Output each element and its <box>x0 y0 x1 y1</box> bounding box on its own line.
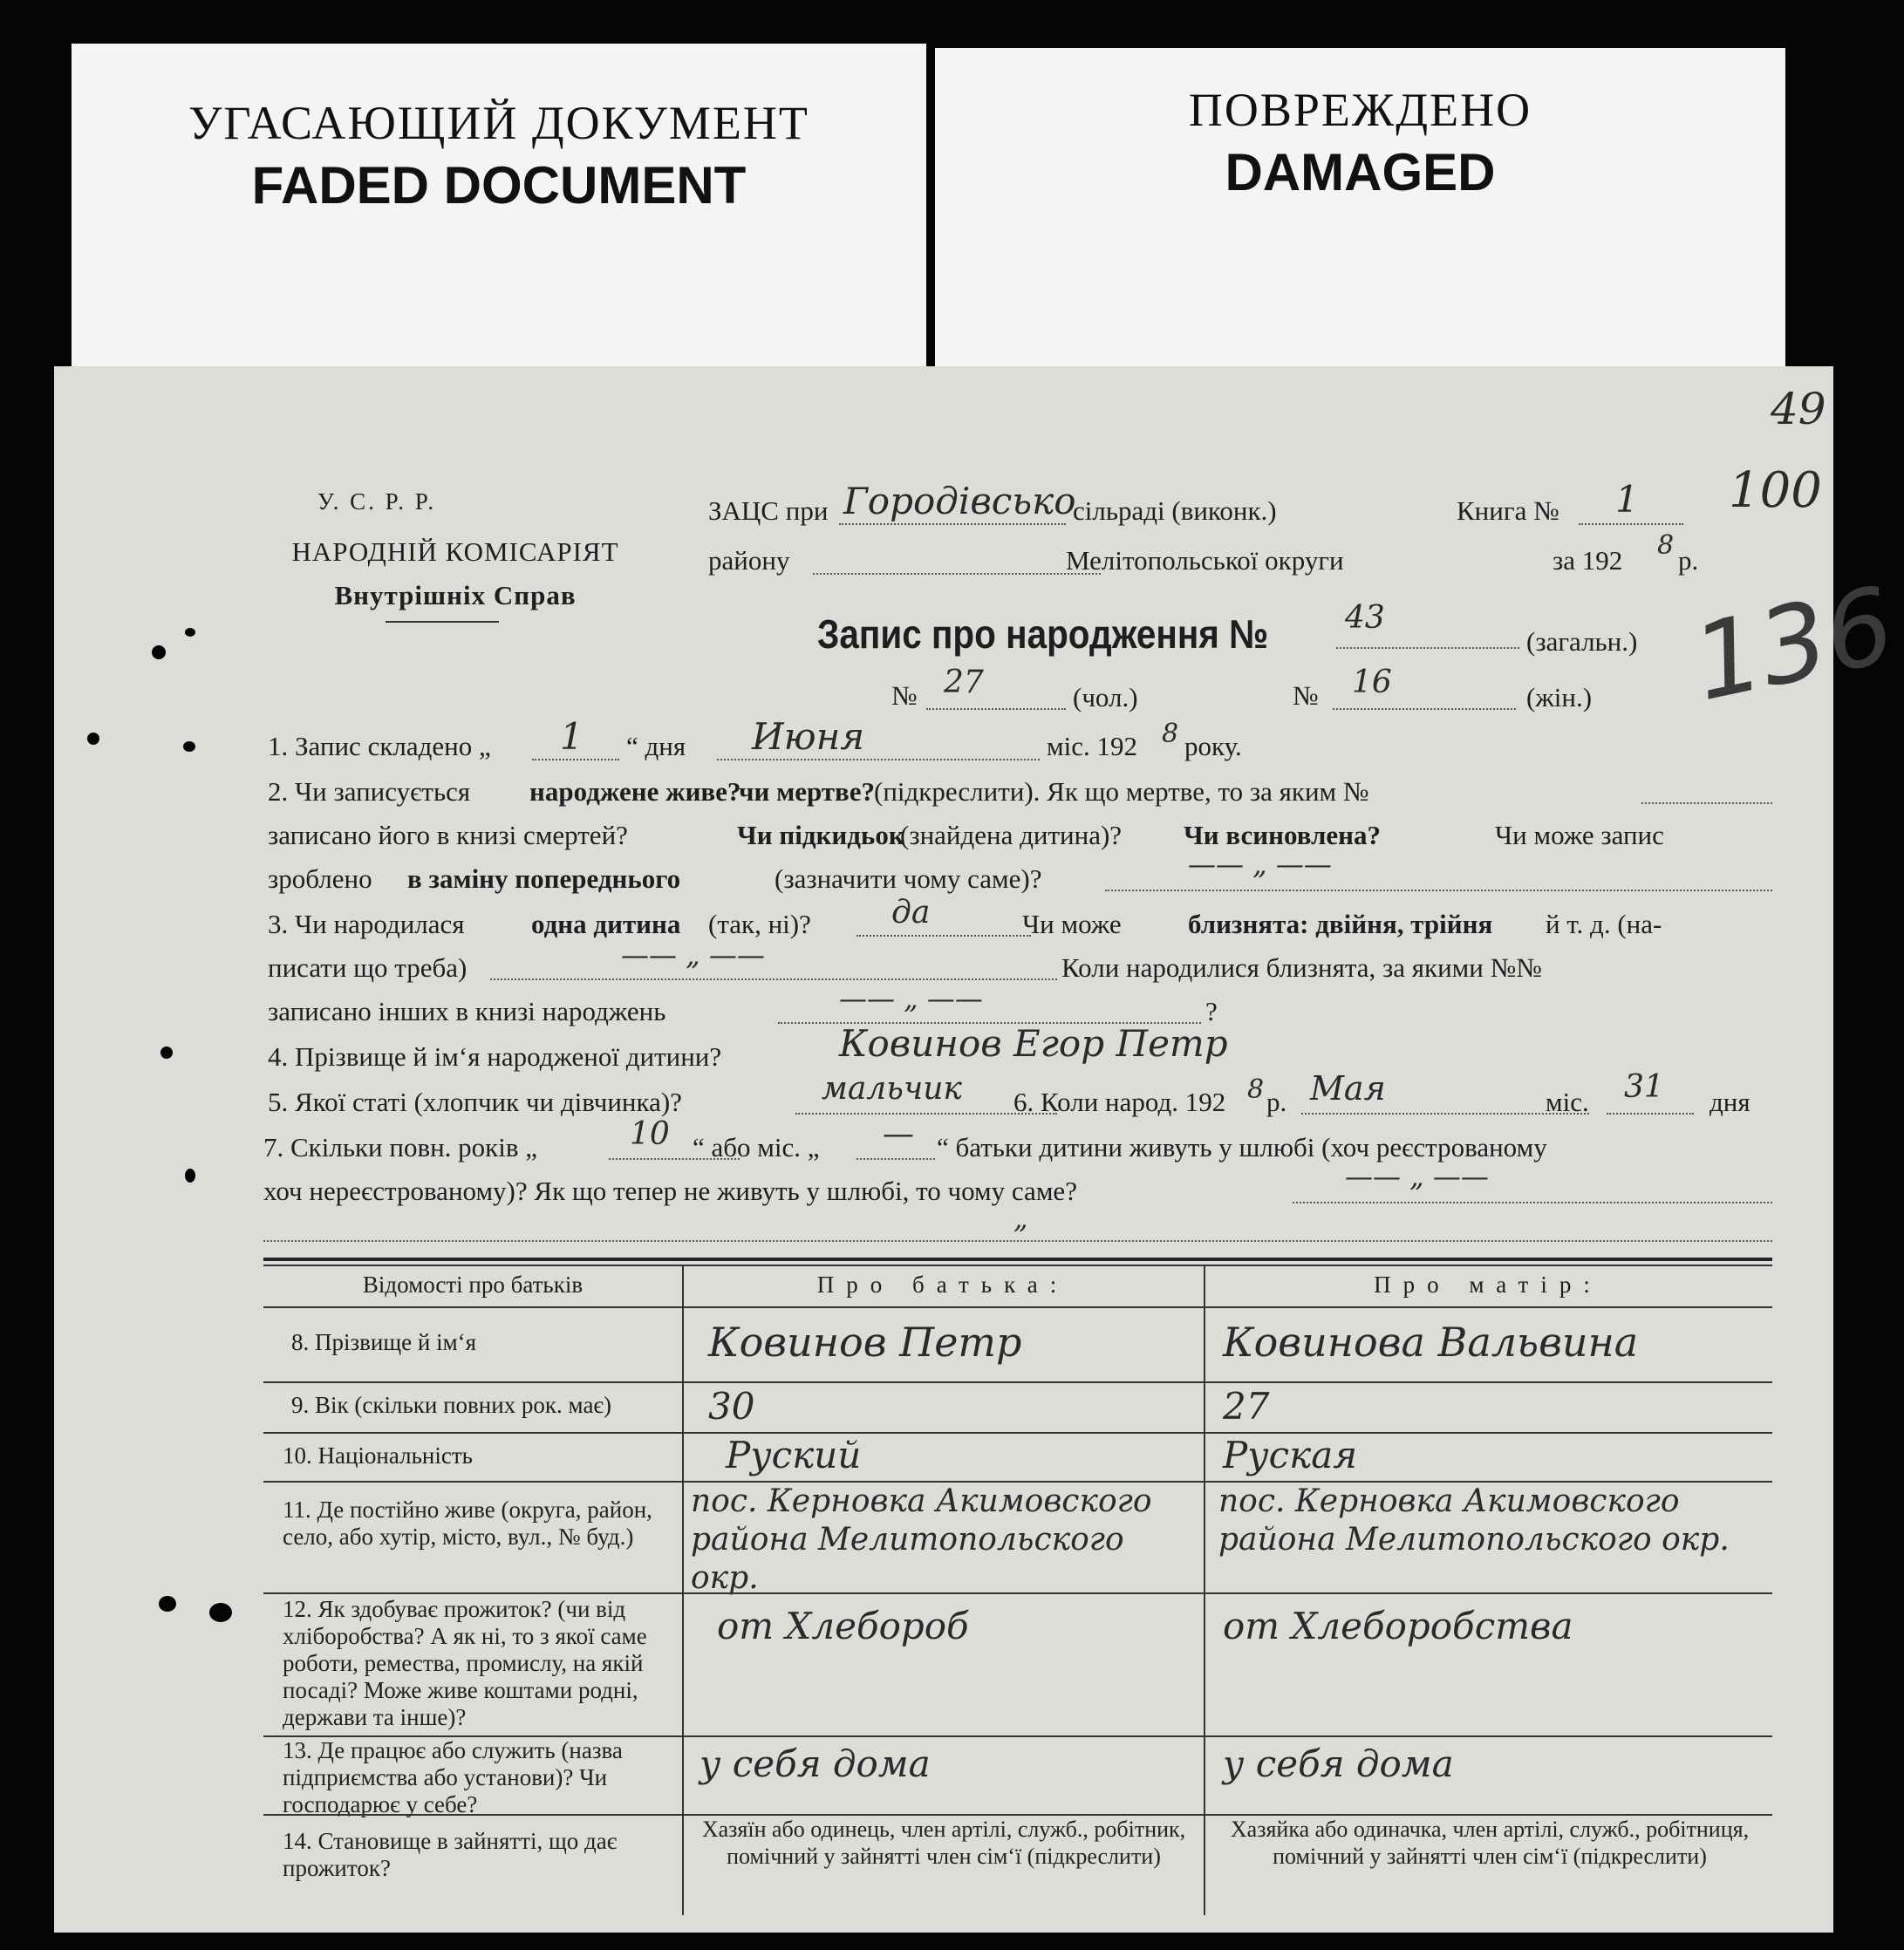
q6-text: 6. Коли народ. 192 <box>1013 1087 1226 1117</box>
damage-hole <box>152 645 166 659</box>
row8-mother: Ковинова Вальвина <box>1223 1319 1639 1366</box>
q2-l2d: Чи всиновлена? <box>1184 820 1382 850</box>
q2-l1-line <box>1641 802 1772 804</box>
q2-l3-line <box>1105 890 1772 891</box>
row13-father: у себя дома <box>699 1742 931 1785</box>
q2-l1a: 2. Чи записується <box>268 776 471 807</box>
q3-l1-handwritten: да <box>891 895 931 931</box>
total-number-handwritten: 43 <box>1345 600 1385 636</box>
q2-l3a: зроблено <box>268 863 372 894</box>
damage-hole <box>185 1169 195 1183</box>
table-top-border <box>263 1258 1772 1261</box>
zags-fill-line <box>839 523 1066 525</box>
district-label: району <box>708 545 790 576</box>
year-suffix: р. <box>1678 545 1699 576</box>
male-fill-line <box>926 708 1066 710</box>
q6-day-line <box>1607 1113 1694 1115</box>
q2-l1b: народжене живе? <box>529 776 741 807</box>
q3-l2b: Коли народилися близнята, за якими №№ <box>1061 952 1542 983</box>
okrug-label: Мелітопольської округи <box>1066 545 1344 576</box>
q1-day-handwritten: 1 <box>560 715 583 758</box>
row9-mother: 27 <box>1223 1385 1270 1428</box>
row11-label: 11. Де постійно живе (округа, район, село, або хутір, місто, вул., № буд.) <box>283 1497 652 1550</box>
q2-l3-handwritten: —— „ —— <box>1188 848 1332 881</box>
row9-label: 9. Вік (скільки повних рок. має) <box>291 1392 612 1418</box>
q2-l1c: чи мертве? <box>739 776 876 807</box>
faded-ru-label: УГАСАЮЩИЙ ДОКУМЕНТ <box>188 97 809 149</box>
header-divider <box>386 621 499 623</box>
q7-text-c: “ батьки дитини живуть у шлюбі (хоч реєстрованому <box>937 1132 1547 1162</box>
q2-l2b: Чи підкидьок <box>737 820 904 850</box>
damage-hole <box>159 1596 176 1612</box>
row12-father: от Хлебороб <box>717 1605 969 1647</box>
row-divider <box>263 1381 1772 1383</box>
birth-record-sheet <box>54 366 1904 1933</box>
zags-label: ЗАЦС при <box>708 495 829 526</box>
q4-handwritten: Ковинов Егор Петр <box>839 1022 1228 1065</box>
row10-label: 10. Національність <box>283 1442 473 1469</box>
table-head-label: Відомості про батьків <box>362 1272 583 1298</box>
q5-handwritten: мальчик <box>822 1071 962 1107</box>
table-head-mother: Про матір: <box>1374 1272 1602 1298</box>
damaged-sticker <box>935 48 1785 375</box>
damage-hole <box>160 1047 173 1059</box>
q4-text: 4. Прізвище й ім‘я народженої дитини? <box>268 1041 722 1072</box>
row-divider <box>263 1592 1772 1594</box>
q7-text-a: 7. Скільки повн. років „ <box>263 1132 537 1162</box>
row10-father: Руский <box>726 1434 862 1476</box>
q3-l1d: Чи може <box>1022 909 1122 939</box>
female-number-handwritten: 16 <box>1352 665 1392 700</box>
record-title: Запис про народження № <box>817 611 1269 657</box>
q7-text-b: “ або міс. „ <box>693 1132 820 1162</box>
q1-month-line <box>717 759 1040 760</box>
q7-line3-fill <box>263 1240 1772 1242</box>
pencil-number-note: 136 <box>1683 564 1904 726</box>
q6-month-handwritten: Мая <box>1310 1069 1386 1108</box>
q3-l1a: 3. Чи народилася <box>268 909 465 939</box>
damaged-ru-label: ПОВРЕЖДЕНО <box>1188 84 1532 136</box>
faded-document-sticker <box>72 44 926 375</box>
row14-mother: Хазяйка або одиначка, член артілі, служб., робітниця, помічний у зайнятті член сім‘ї (підкреслити) <box>1230 1817 1750 1869</box>
q1-day-line <box>532 759 619 760</box>
ref-number-note: 100 <box>1729 462 1822 519</box>
q3-l1-line <box>856 935 1031 937</box>
table-col-divider-1 <box>682 1265 684 1915</box>
male-no-label: № <box>891 680 918 711</box>
row11-father: пос. Керновка Акимовского района Мелитопольского окр. <box>691 1483 1152 1596</box>
q3-l3-handwritten: —— „ —— <box>839 982 983 1015</box>
row12-label: 12. Як здобуває прожиток? (чи від хліборобства? А як ні, то з якої саме роботи, ремества, промислу, на якій посаді? Може живе коштами родні, держави та інше)? <box>283 1596 647 1730</box>
council-label: сільраді (виконк.) <box>1073 495 1277 526</box>
q7-months-line <box>856 1158 935 1160</box>
table-top-border-inner <box>263 1265 1772 1266</box>
book-label: Книга № <box>1457 495 1559 526</box>
damage-hole <box>185 628 195 637</box>
q3-l2a: писати що треба) <box>268 952 467 983</box>
q3-l1b: одна дитина <box>531 909 681 939</box>
q6-dnya: дня <box>1710 1087 1750 1117</box>
q6-r: р. <box>1266 1087 1287 1117</box>
q7-line2-fill <box>1293 1202 1772 1203</box>
dept-header: Внутрішніх Справ <box>334 580 577 610</box>
row9-father: 30 <box>708 1385 755 1428</box>
q2-l2e: Чи може запис <box>1495 820 1664 850</box>
female-no-label: № <box>1293 680 1319 711</box>
male-suffix: (чол.) <box>1073 682 1138 712</box>
table-col-divider-2 <box>1204 1265 1205 1915</box>
q2-l2a: записано його в книзі смертей? <box>268 820 628 850</box>
q7-line2: хоч нереєстрованому)? Як що тепер не живуть у шлюбі, то чому саме? <box>263 1176 1077 1206</box>
q3-l1f: й т. д. (на- <box>1546 909 1662 939</box>
q3-l3a: записано інших в книзі народжень <box>268 996 666 1026</box>
zags-handwritten: Городівсько <box>843 480 1076 522</box>
row8-father: Ковинов Петр <box>708 1319 1022 1366</box>
total-suffix: (загальн.) <box>1526 626 1638 657</box>
commissariat-header: НАРОДНІЙ КОМІСАРІЯТ <box>291 536 619 567</box>
q7-line2-handwritten: —— „ —— <box>1345 1160 1489 1193</box>
q6-day-handwritten: 31 <box>1624 1069 1664 1105</box>
q3-l3b: ? <box>1205 996 1218 1026</box>
q1-text-d: року. <box>1184 731 1242 761</box>
q7-months-handwritten: — <box>883 1116 914 1152</box>
q5-text: 5. Якої статі (хлопчик чи дівчинка)? <box>268 1087 682 1117</box>
q3-l2-line <box>490 978 1057 980</box>
row13-mother: у себя дома <box>1223 1742 1454 1785</box>
q2-l3b: в заміну попереднього <box>407 863 681 894</box>
q2-l2c: (знайдена дитина)? <box>900 820 1123 850</box>
q3-l1e: близнята: двійня, трійня <box>1188 909 1493 939</box>
q1-month-handwritten: Июня <box>752 715 865 758</box>
q6-year-handwritten: 8 <box>1247 1074 1265 1105</box>
q1-text-b: “ дня <box>626 731 686 761</box>
book-handwritten: 1 <box>1615 478 1639 521</box>
row10-mother: Руская <box>1223 1434 1358 1476</box>
table-head-divider <box>263 1306 1772 1308</box>
q2-l3c: (зазначити чому саме)? <box>775 863 1042 894</box>
q1-text-a: 1. Запис складено „ <box>268 731 491 761</box>
book-fill-line <box>1579 523 1683 525</box>
district-fill-line <box>813 573 1101 575</box>
female-fill-line <box>1333 708 1516 710</box>
row11-mother: пос. Керновка Акимовского района Мелитопольского окр. <box>1218 1483 1730 1558</box>
damage-hole <box>209 1603 232 1622</box>
row13-label: 13. Де працює або служить (назва підприємства або установи)? Чи господарює у себе? <box>283 1737 623 1817</box>
q3-l2-handwritten: —— „ —— <box>621 938 765 972</box>
row-divider <box>263 1432 1772 1434</box>
faded-en-label: FADED DOCUMENT <box>251 156 747 215</box>
q6-mis: міс. <box>1546 1087 1589 1117</box>
row14-label: 14. Становище в зайнятті, що дає прожиток? <box>283 1828 618 1881</box>
damaged-en-label: DAMAGED <box>1225 143 1496 201</box>
page-number-note: 49 <box>1771 384 1826 434</box>
q2-l1d: (підкреслити). Як що мертве, то за яким № <box>874 776 1369 807</box>
damage-hole <box>183 741 195 752</box>
year-label: за 192 <box>1553 545 1623 576</box>
damage-hole <box>87 733 99 745</box>
q1-year-handwritten: 8 <box>1162 719 1179 749</box>
q3-l1c: (так, ні)? <box>708 909 811 939</box>
q7-line3-handwritten: „ <box>1013 1202 1028 1235</box>
row14-father: Хазяїн або одинець, член артілі, служб., робітник, помічний у зайнятті член сім‘ї (підкреслити) <box>701 1817 1186 1869</box>
female-suffix: (жін.) <box>1526 682 1593 712</box>
row12-mother: от Хлеборобства <box>1223 1605 1573 1647</box>
row8-label: 8. Прізвище й ім‘я <box>291 1329 477 1355</box>
year-handwritten: 8 <box>1657 530 1675 561</box>
q1-text-c: міс. 192 <box>1047 731 1137 761</box>
total-fill-line <box>1336 647 1519 649</box>
q7-years-handwritten: 10 <box>630 1116 670 1152</box>
table-head-father: Про батька: <box>816 1272 1069 1298</box>
usrr-header: У. С. Р. Р. <box>317 488 437 515</box>
male-number-handwritten: 27 <box>944 665 984 700</box>
